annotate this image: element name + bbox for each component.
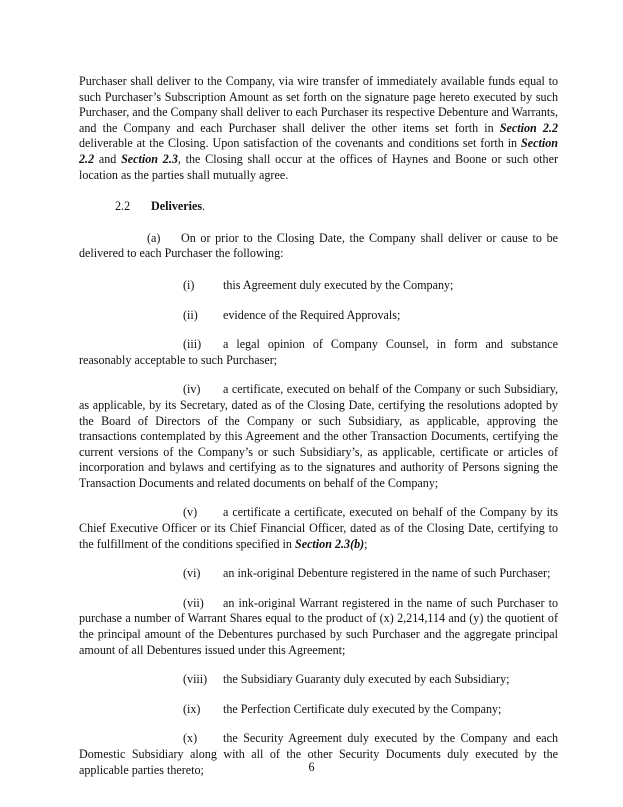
list-item: (vi) an ink-original Debenture registered in the name of such Purchaser; [183, 566, 551, 581]
list-item: (v) a certificate a certificate, executed on behalf of the Company by its Chief Executive Officer or its Chief Financial Officer, dated as of the Closing Date, certifying to the fulfillment of the conditions specified in Section 2.3(b); [79, 505, 558, 551]
section-ref: Section 2.2 [79, 136, 558, 166]
section-ref: Section 2.2 [499, 120, 558, 135]
section-heading: 2.2 Deliveries. [79, 199, 558, 215]
intro-paragraph: Purchaser shall deliver to the Company, via wire transfer of immediately available funds equal to such Purchaser’s Subscription Amount as set forth on the signature page hereto executed by such Purchaser, and the Company shall deliver to each Purchaser its respective Debenture and Warrants, and the Company and each Purchaser shall deliver the other items set forth in Section 2.2 deliverable at the Closing. Upon satisfaction of the covenants and conditions set forth in Section 2.2 and Section 2.3, the Closing shall occur at the offices of Haynes and Boone or such other location as the parties shall mutually agree. [79, 74, 558, 182]
page-number: 6 [308, 760, 315, 774]
section-ref: Section 2.3 [121, 151, 178, 166]
list-item: (iv) a certificate, executed on behalf of the Company or such Subsidiary, as applicable, by its Secretary, dated as of the Closing Date, certifying the resolutions adopted by the Board of Directors of the Company or such Subsidiary, as applicable, approving the transactions contemplated by this Agreement and the other Transaction Documents, certifying the current versions of the Company’s or such Subsidiary’s, as applicable, certificate or articles of incorporation and bylaws and certifying as to the signatures and authority of Persons signing the Transaction Documents and related documents on behalf of the Company; [79, 382, 558, 490]
list-item: (iii) a legal opinion of Company Counsel, in form and substance reasonably acceptable to such Purchaser; [79, 337, 558, 367]
list-item: (ii) evidence of the Required Approvals; [183, 307, 401, 322]
section-number: 2.2 [115, 199, 131, 214]
list-item: (ix) the Perfection Certificate duly executed by the Company; [183, 701, 502, 716]
list-item: (x) the Security Agreement duly executed by the Company and each Domestic Subsidiary along with all of the other Security Documents duly executed by the applicable parties thereto; [79, 731, 558, 777]
subsection-label: (a) [147, 230, 161, 245]
list-item: (vii) an ink-original Warrant registered in the name of such Purchaser to purchase a number of Warrant Shares equal to the product of (x) 2,214,114 and (y) the quotient of the principal amount of the Debentures purchased by such Purchaser and the aggregate principal amount of all Debentures issued under this Agreement; [79, 595, 558, 657]
subsection-a: (a) On or prior to the Closing Date, the Company shall deliver or cause to be delivered to each Purchaser the following: [79, 230, 558, 261]
list-item: (i) this Agreement duly executed by the Company; [183, 277, 454, 292]
list-item: (viii) the Subsidiary Guaranty duly executed by each Subsidiary; [183, 672, 510, 687]
section-ref: Section 2.3(b) [294, 536, 365, 551]
section-title: Deliveries [151, 199, 203, 214]
